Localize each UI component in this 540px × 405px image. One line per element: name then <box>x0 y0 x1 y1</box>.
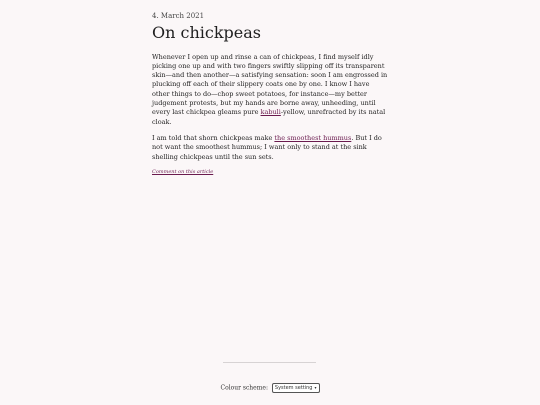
footer-divider <box>223 362 316 363</box>
article-date: 4. March 2021 <box>152 12 205 20</box>
colour-scheme-select[interactable] <box>272 383 320 393</box>
article <box>152 12 388 175</box>
paragraph-2 <box>152 134 388 162</box>
paragraph-2-text-start: I am told that shorn chickpeas make <box>152 133 275 142</box>
paragraph-1-text-start: Whenever I open up and rinse a can of chickpeas, I find myself idly picking one up and with two fingers swiftly slipping off its transparent skin—and then another—a satisfying sensation: soon I am engrossed in plucking off each of their slippery coats one by one. I know I have other things to do—chop sweet potatoes, for instance—my better judgement protests, but my hands are borne away, unheeding, until every last chickpea gleams pure <box>152 52 388 117</box>
page-title: On chickpeas <box>152 23 262 43</box>
comment-link[interactable]: Comment on this article <box>152 168 214 175</box>
chevron-down-icon: ▾ <box>314 385 317 390</box>
smoothest-hummus-link[interactable]: the smoothest hummus <box>274 133 352 142</box>
colour-scheme-select-value: System setting <box>274 385 313 391</box>
paragraph-2-text-end: . But I do not want the smoothest hummus; I want only to stand at the sink shelling chickpeas until the sun sets. <box>152 133 382 161</box>
colour-scheme-label: Colour scheme: <box>220 384 268 392</box>
kabuli-link[interactable]: kabuli <box>260 108 281 117</box>
paragraph-1 <box>152 53 388 127</box>
footer <box>0 383 540 393</box>
paragraph-1-text-end: -yellow, unrefracted by its natal cloak. <box>152 108 386 126</box>
